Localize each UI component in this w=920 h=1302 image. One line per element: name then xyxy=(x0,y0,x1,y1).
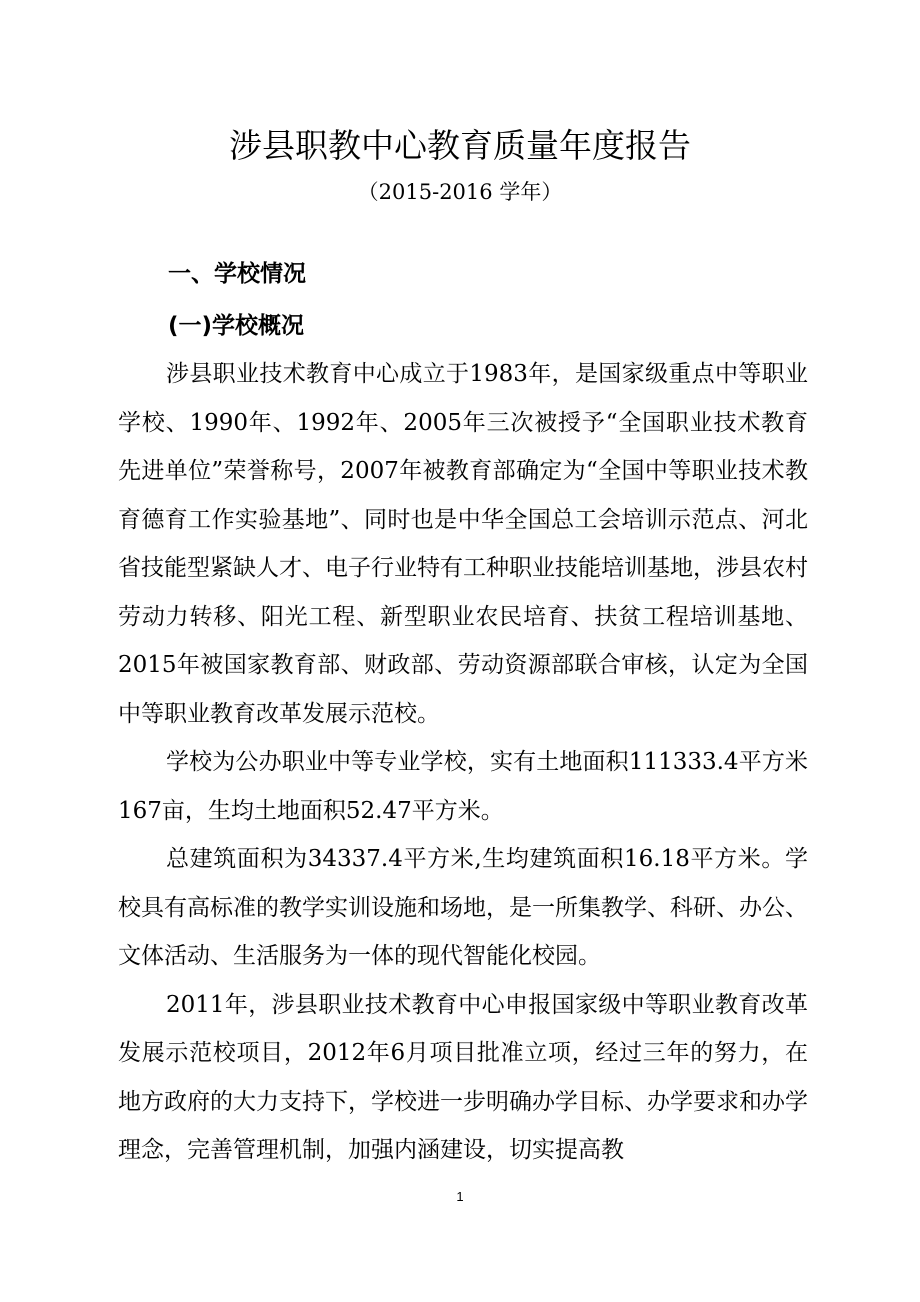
section-heading: 一、学校情况 xyxy=(168,261,306,287)
paragraph: 学校为公办职业中等专业学校，实有土地面积111333.4平方米167亩，生均土地面积52.47平方米。 xyxy=(118,749,808,824)
paragraph: 总建筑面积为34337.4平方米,生均建筑面积16.18平方米。学校具有高标准的教学实训设施和场地，是一所集教学、科研、办公、文体活动、生活服务为一体的现代智能化校园。 xyxy=(118,846,808,969)
page-number: 1 xyxy=(456,1189,464,1204)
subsection-heading: (一)学校概况 xyxy=(168,313,305,339)
paragraph: 2011年，涉县职业技术教育中心申报国家级中等职业教育改革发展示范校项目，2012年6月项目批准立项，经过三年的努力，在地方政府的大力支持下，学校进一步明确办学目标、办学要求和办学理念，完善管理机制，加强内涵建设，切实提高教 xyxy=(118,991,808,1163)
body-text xyxy=(118,350,808,1175)
document-subtitle: （2015-2016 学年） xyxy=(357,180,563,204)
paragraph: 涉县职业技术教育中心成立于1983年，是国家级重点中等职业学校、1990年、1992年、2005年三次被授予“全国职业技术教育先进单位”荣誉称号，2007年被教育部确定为“全国中等职业技术教育德育工作实验基地”、同时也是中华全国总工会培训示范点、河北省技能型紧缺人才、电子行业特有工种职业技能培训基地，涉县农村劳动力转移、阳光工程、新型职业农民培育、扶贫工程培训基地、2015年被国家教育部、财政部、劳动资源部联合审核，认定为全国中等职业教育改革发展示范校。 xyxy=(118,361,808,727)
document-title: 涉县职教中心教育质量年度报告 xyxy=(229,126,691,165)
